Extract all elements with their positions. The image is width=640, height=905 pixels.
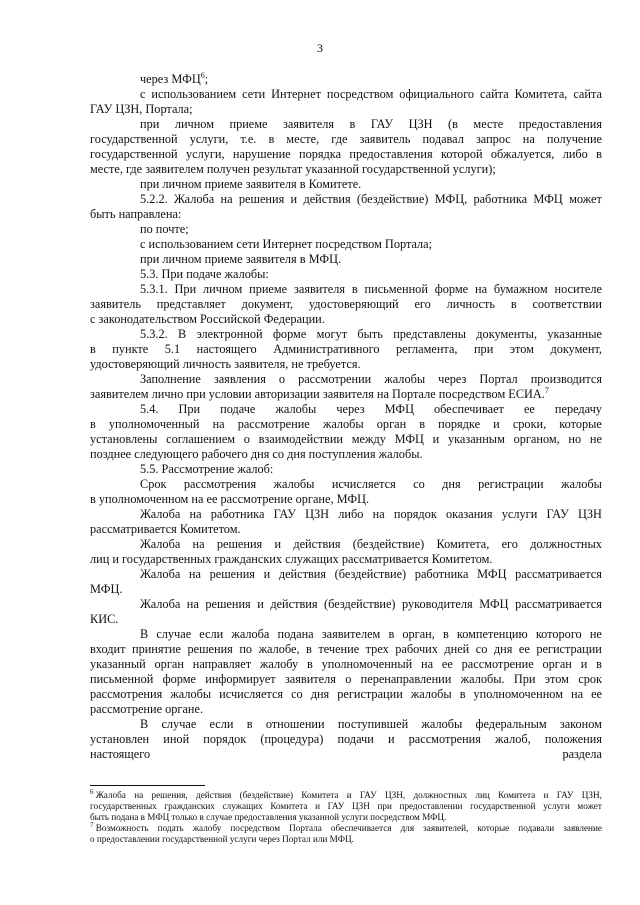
text-line: рассмотрение органе. (90, 702, 204, 716)
text-line: при личном приеме заявителя в ГАУ ЦЗН (в месте предоставления (140, 117, 602, 131)
text-line: В случае если в отношении поступившей жалобы федеральным законом (140, 717, 602, 731)
text-line: по почте; (140, 222, 189, 236)
text-line: 5.2.2. Жалоба на решения и действия (бездействие) МФЦ, работника МФЦ может (140, 192, 602, 206)
footnote-line: $^7$ Возможность подать жалобу посредством Портала обеспечивается для заявителей, которые подавали заявление (90, 820, 602, 833)
text-line: установлены соглашением о взаимодействии между МФЦ и указанным органом, но не (90, 432, 602, 446)
text-line: Жалоба на решения и действия (бездействие) работника МФЦ рассматривается (140, 567, 602, 581)
text-line: в уполномоченный на рассмотрение жалобы орган в порядке и сроки, которые (90, 417, 602, 431)
text-line: 5.3.2. В электронной форме могут быть представлены документы, указанные (140, 327, 602, 341)
text-line: в пункте 5.1 настоящего Административного регламента, при этом документ, (90, 342, 602, 356)
text-line: государственной услуги, нарушение порядка предоставления которой обжалуется, либо в (90, 147, 602, 161)
text-line: месте, где заявителем получен результат указанной государственной услуги); (90, 162, 496, 176)
text-line: заявитель представляет документ, удостоверяющий его личность в соответствии (90, 297, 602, 311)
text-line: МФЦ. (90, 582, 123, 596)
text-line: КИС. (90, 612, 119, 626)
text-line: через МФЦ$^6$; (140, 70, 209, 86)
text-line: письменной форме информирует заявителя о перенаправлении жалобы. При этом срок (90, 672, 602, 686)
text-line: при личном приеме заявителя в МФЦ. (140, 252, 342, 266)
text-line: рассматривается Комитетом. (90, 522, 241, 536)
text-line: удостоверяющий личность заявителя, не требуется. (90, 357, 361, 371)
text-line: 5.3.1. При личном приеме заявителя в письменной форме на бумажном носителе (140, 282, 602, 296)
text-line: в уполномоченном на ее рассмотрение органе, МФЦ. (90, 492, 370, 506)
text-line: ГАУ ЦЗН, Портала; (90, 102, 193, 116)
text-line: Срок рассмотрения жалобы исчисляется со дня регистрации жалобы (140, 477, 602, 491)
footnote-line: $^6$ Жалоба на решения, действия (бездействие) Комитета и ГАУ ЦЗН, должностных лиц Комитета и ГАУ ЦЗН, (90, 787, 602, 800)
text-line: настоящего раздела (90, 747, 602, 761)
text-line: позднее следующего рабочего дня со дня поступления жалобы. (90, 447, 423, 461)
text-line: Жалоба на решения и действия (бездействие) Комитета, его должностных (140, 537, 602, 551)
text-line: с использованием сети Интернет посредством Портала; (140, 237, 433, 251)
text-line: при личном приеме заявителя в Комитете. (140, 177, 362, 191)
text-line: установлен иной порядок (процедура) подачи и рассмотрения жалоб, положения (90, 732, 602, 746)
text-line: указанный орган направляет жалобу в уполномоченный на ее рассмотрение орган и в (90, 657, 602, 671)
text-line: с законодательством Российской Федерации. (90, 312, 325, 326)
text-line: Жалоба на решения и действия (бездействие) руководителя МФЦ рассматривается (140, 597, 602, 611)
text-line: лиц и государственных гражданских служащих рассматривается Комитетом. (90, 552, 493, 566)
text-line: заявителем лично при условии авторизации заявителя на Портале посредством ЕСИА.$^7$ (90, 385, 549, 401)
text-line: государственной услуги, т.е. в месте, где заявитель подавал запрос на получение (90, 132, 602, 146)
text-line: 5.3. При подаче жалобы: (140, 267, 269, 281)
footnote-line: быть подана в МФЦ только в случае предоставления указанной услуги посредством МФЦ. (90, 812, 447, 822)
text-line: Жалоба на работника ГАУ ЦЗН либо на порядок оказания услуги ГАУ ЦЗН (140, 507, 602, 521)
footnote-line: о предоставлении государственной услуги через Портал или МФЦ. (90, 834, 354, 844)
text-line: 5.5. Рассмотрение жалоб: (140, 462, 274, 476)
footnote-separator (90, 785, 205, 786)
text-line: быть направлена: (90, 207, 182, 221)
text-line: В случае если жалоба подана заявителем в орган, в компетенцию которого не (140, 627, 602, 641)
text-line: с использованием сети Интернет посредством официального сайта Комитета, сайта (140, 87, 602, 101)
footnote-line: государственных гражданских служащих Комитета и ГАУ ЦЗН при предоставлении государственной услуги может (90, 801, 602, 811)
text-line: рассмотрения жалобы исчисляется со дня регистрации жалобы в уполномоченном на ее (90, 687, 602, 701)
text-line: входит принятие решения по жалобе, в течение трех рабочих дней со дня ее регистрации (90, 642, 602, 656)
text-line: 5.4. При подаче жалобы через МФЦ обеспечивает ее передачу (140, 402, 602, 416)
page-number: 3 (317, 41, 323, 55)
text-line: Заполнение заявления о рассмотрении жалобы через Портал производится (140, 372, 602, 386)
